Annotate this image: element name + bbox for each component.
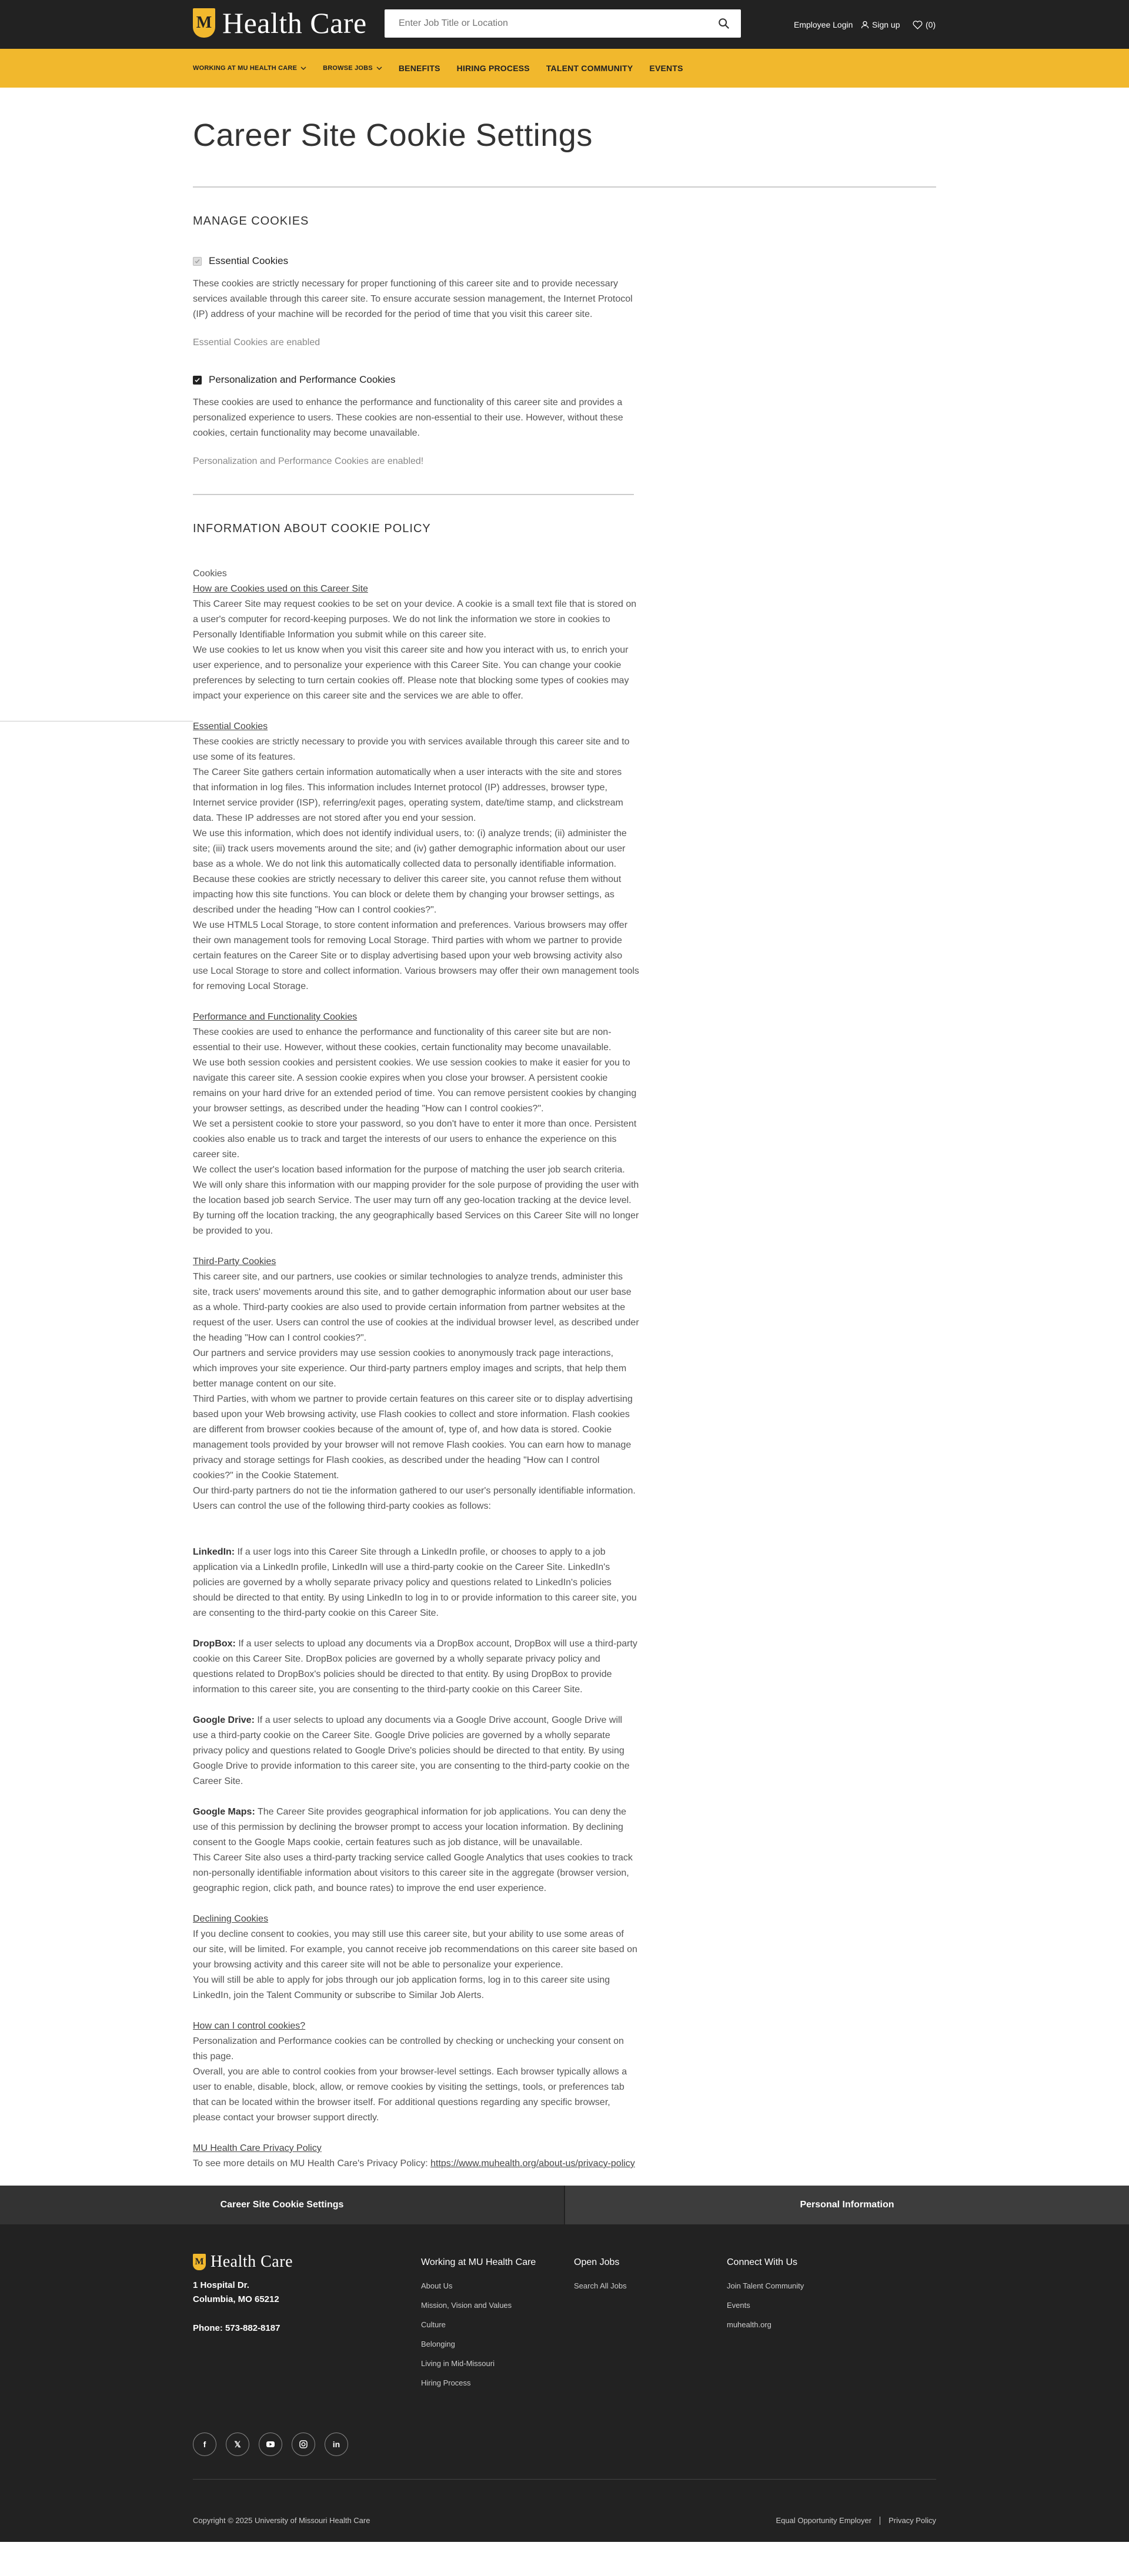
policy-performance-heading: Performance and Functionality Cookies (193, 1012, 358, 1022)
policy-paragraph: This Career Site also uses a third-party tracking service called Google Analytics that uses cookies to track non-personally identifiable information about visitors to this career site in the aggregate (browser version, geographic region, click path, and bounce rates) to improve the end user experience. (193, 1853, 633, 1893)
policy-google-maps (193, 1805, 640, 1850)
policy-paragraph: Users can control the use of the following third-party cookies as follows: (193, 1501, 491, 1511)
footer-link-belonging[interactable]: Belonging (421, 2340, 455, 2348)
policy-privacy-heading: MU Health Care Privacy Policy (193, 2143, 322, 2153)
settings-tabs (0, 2186, 1129, 2224)
nav-talent-community[interactable]: TALENT COMMUNITY (546, 64, 633, 73)
equal-opportunity-link[interactable]: Equal Opportunity Employer (776, 2516, 872, 2525)
footer-link-search-jobs[interactable]: Search All Jobs (574, 2281, 627, 2290)
policy-paragraph: This career site, and our partners, use cookies or similar technologies to analyze trends, administer this site, track users' movements around this site, and to gather demographic information about our user base as a whole. Third-party cookies are also used to provide certain information from partner websites at the request of the user. Users can control the use of cookies at the individual browser level, as described under the heading "How can I control cookies?". (193, 1272, 639, 1343)
cookie-policy-heading: INFORMATION ABOUT COOKIE POLICY (193, 522, 431, 535)
policy-google-maps-label: Google Maps: (193, 1807, 255, 1817)
footer-link-culture[interactable]: Culture (421, 2320, 446, 2329)
cookie-policy-text (193, 566, 640, 2171)
essential-cookies-row (193, 255, 1129, 267)
privacy-policy-footer-link[interactable]: Privacy Policy (888, 2516, 936, 2525)
policy-paragraph: If you decline consent to cookies, you may still use this career site, but your ability to use some areas of our site, will be limited. For example, you cannot receive job recommendations on this career site based on your browsing activity and this career site will not be able to personalize your experience. (193, 1929, 637, 1970)
policy-paragraph: We use HTML5 Local Storage, to store content information and preferences. Various browsers may offer their own management tools for removing Local Storage. Third parties with whom we partner to provide certain features on the Career Site or to display advertising based upon your web browsing activity also use Local Storage to store and collect information. Various browsers may offer their own management tools for removing Local Storage. (193, 920, 639, 991)
footer-link-talent[interactable]: Join Talent Community (727, 2281, 804, 2290)
search-input[interactable] (385, 18, 717, 29)
policy-google-drive (193, 1713, 640, 1789)
footer-link-muhealth[interactable]: muhealth.org (727, 2320, 771, 2329)
nav-hiring-process[interactable]: HIRING PROCESS (456, 64, 530, 73)
title-divider (193, 186, 936, 188)
policy-linkedin (193, 1545, 640, 1621)
social-links (193, 2433, 358, 2456)
footer-link-events[interactable]: Events (727, 2301, 750, 2310)
policy-how-used-heading: How are Cookies used on this Career Site (193, 584, 368, 594)
policy-paragraph: Our partners and service providers may use session cookies to anonymously track page interactions, which improves your site experience. Our third-party partners employ images and scripts, that help them better manage content on our site. (193, 1348, 627, 1389)
section-divider (193, 494, 634, 495)
nav-working-at[interactable] (193, 65, 306, 72)
footer-col-connect (727, 2257, 804, 2334)
footer-col-title: Working at MU Health Care (421, 2257, 536, 2267)
policy-paragraph: We use this information, which does not identify individual users, to: (i) analyze trends; (ii) administer the site; (iii) track users movements around the site; and (iv) gather demographic information about our user base as a whole. We do not link this automatically collected data to personally identifiable information. (193, 828, 627, 869)
policy-paragraph: You will still be able to apply for jobs through our job application forms, log in to this career site using LinkedIn, join the Talent Community or subscribe to Similar Job Alerts. (193, 1975, 610, 2000)
policy-linkedin-label: LinkedIn: (193, 1547, 235, 1557)
footer-link-mission[interactable]: Mission, Vision and Values (421, 2301, 512, 2310)
footer-link-about[interactable]: About Us (421, 2281, 453, 2290)
policy-dropbox-label: DropBox: (193, 1639, 236, 1649)
footer-phone: Phone: 573-882-8187 (193, 2323, 280, 2333)
footer-col-jobs (574, 2257, 627, 2296)
facebook-icon[interactable]: f (193, 2433, 216, 2456)
manage-cookies-heading: MANAGE COOKIES (193, 215, 309, 228)
policy-google-drive-label: Google Drive: (193, 1715, 255, 1725)
performance-cookies-description: These cookies are used to enhance the performance and functionality of this career site and provides a personalized experience to users. These cookies are non-essential to their use. However, without these cookies, certain functionality may become unavailable. (193, 397, 623, 438)
performance-cookies-label: Personalization and Performance Cookies (209, 374, 396, 385)
policy-control-heading: How can I control cookies? (193, 2021, 306, 2031)
policy-paragraph: We use both session cookies and persistent cookies. We use session cookies to make it easier for you to navigate this career site. A session cookie expires when you close your browser. A persistent cookie remains on your hard drive for an extended period of time. You can remove persistent cookies by changing your browser settings, as described under the heading "How can I control cookies?". (193, 1058, 637, 1114)
logo-shield-icon: M (193, 2254, 206, 2270)
policy-paragraph: Our third-party partners do not tie the information gathered to our user's personally identifiable information. (193, 1486, 636, 1496)
user-icon (861, 21, 869, 29)
x-icon[interactable]: 𝕏 (226, 2433, 249, 2456)
footer-logo[interactable] (193, 2253, 293, 2271)
performance-cookies-checkbox[interactable] (193, 376, 202, 385)
policy-paragraph: We collect the user's location based information for the purpose of matching the user job search criteria. We will only share this information with our mapping provider for the sole purpose of providing the user with the location based job search Service. The user may turn off any geo-location tracking at the device level. By turning off the location tracking, the any geographically based Services on this Career Site will no longer be provided to you. (193, 1165, 639, 1236)
page-title: Career Site Cookie Settings (193, 118, 593, 153)
policy-paragraph: This Career Site may request cookies to be set on your device. A cookie is a small text file that is stored on a user's computer for record-keeping purposes. We do not link the information we store in cookies to Personally Identifiable Information you submit while on this career site. (193, 599, 637, 640)
site-header (0, 0, 1129, 49)
saved-jobs-link[interactable] (913, 20, 936, 29)
linkedin-icon[interactable]: in (325, 2433, 348, 2456)
policy-paragraph: We use cookies to let us know when you visit this career site and how you interact with us, to enrich your user experience, and to personalize your experience with this Career Site. You can change your cookie preferences by selecting to turn certain cookies off. Please note that blocking some types of cookies may impact your experience on this career site and the services we are able to offer. (193, 645, 629, 701)
chevron-down-icon (376, 66, 382, 70)
performance-cookies-row (193, 374, 1129, 386)
policy-cookies-label: Cookies (193, 569, 227, 579)
policy-paragraph: These cookies are strictly necessary to provide you with services available through this career site and to use some of its features. (193, 737, 630, 762)
employee-login-label: Employee Login (794, 20, 853, 29)
essential-cookies-description: These cookies are strictly necessary for proper functioning of this career site and to provide necessary services available through this career site. To ensure accurate session management, the Internet Protocol (IP) address of your machine will be recorded for the period of time that you visit this career site. (193, 279, 633, 319)
chevron-down-icon (300, 66, 306, 70)
essential-cookies-status: Essential Cookies are enabled (193, 338, 320, 348)
footer-col-working (421, 2257, 536, 2393)
nav-label: BROWSE JOBS (323, 65, 373, 72)
policy-dropbox-text: If a user selects to upload any documents via a DropBox account, DropBox will use a third-party cookie on this Career Site. DropBox policies are governed by a wholly separate privacy policy and questions related to DropBox's policies should be directed to that entity. By using DropBox to provide information to this career site, you are consenting to the third-party cookie on this Career Site. (193, 1639, 637, 1695)
policy-paragraph: Because these cookies are strictly necessary to deliver this career site, you cannot refuse them without impacting how this site functions. You can block or delete them by changing your browser settings, as described under the heading "How can I control cookies?". (193, 874, 622, 915)
footer-link-hiring[interactable]: Hiring Process (421, 2378, 471, 2387)
essential-cookies-checkbox[interactable] (193, 257, 202, 266)
check-icon (195, 259, 200, 264)
nav-events[interactable]: EVENTS (649, 64, 683, 73)
search-box (385, 9, 741, 38)
policy-paragraph: Personalization and Performance cookies can be controlled by checking or unchecking your consent on this page. (193, 2036, 624, 2062)
policy-paragraph: Third Parties, with whom we partner to provide certain features on this career site or to display advertising based upon your Web browsing activity, use Flash cookies to collect and store information. Flash cookies are different from browser cookies because of the amount of, type of, and how data is stored. Cookie management tools provided by your browser will not remove Flash cookies. You can earn how to manage privacy and storage settings for Flash cookies, as described under the heading "How can I control cookies?" in the Cookie Statement. (193, 1394, 633, 1481)
footer-logo-text: Health Care (211, 2253, 293, 2271)
main-content (0, 88, 1129, 2171)
site-logo[interactable] (193, 6, 367, 40)
essential-cookies-label: Essential Cookies (209, 255, 289, 266)
tab-personal-information[interactable]: Personal Information (565, 2186, 1129, 2224)
footer-address (193, 2278, 279, 2307)
policy-declining-heading: Declining Cookies (193, 1914, 269, 1924)
heart-icon (913, 21, 923, 29)
saved-count: (0) (926, 20, 936, 29)
policy-third-party-heading: Third-Party Cookies (193, 1257, 276, 1267)
address-line-2: Columbia, MO 65212 (193, 2294, 279, 2304)
policy-google-maps-text: The Career Site provides geographical information for job applications. You can deny the use of this permission by declining the browser prompt to access your location information. By declining consent to the Google Maps cookie, certain features such as job distance, will be unavailable. (193, 1807, 626, 1847)
employee-login-link[interactable] (794, 20, 853, 29)
policy-linkedin-text: If a user logs into this Career Site through a LinkedIn profile, or chooses to apply to a job application via a LinkedIn profile, LinkedIn will use a third-party cookie on the Career Site. LinkedIn's policies are governed by a wholly separate privacy policy and questions related to LinkedIn's policies should be directed to that entity. By using LinkedIn to log in to or provide information to this career site, you are consenting to the third-party cookie on this Career Site. (193, 1547, 637, 1618)
footer-divider (193, 2479, 936, 2480)
policy-paragraph: We set a persistent cookie to store your password, so you don't have to enter it more than once. Persistent cookies also enable us to track and target the interests of our users to enhance the experience on this career site. (193, 1119, 637, 1160)
policy-google-drive-text: If a user selects to upload any documents via a Google Drive account, Google Drive will use a third-party cookie on the Career Site. Google Drive policies are governed by a wholly separate privacy policy and questions related to Google Drive's policies should be directed to that entity. By using Google Drive to provide information to this career site, you are consenting to the third-party cookie on the Career Site. (193, 1715, 630, 1786)
youtube-glyph (266, 2441, 275, 2447)
instagram-glyph (299, 2440, 308, 2448)
policy-privacy-text: To see more details on MU Health Care's Privacy Policy: (193, 2159, 431, 2169)
footer-col-title: Connect With Us (727, 2257, 798, 2267)
address-line-1: 1 Hospital Dr. (193, 2280, 249, 2290)
policy-essential-heading: Essential Cookies (193, 721, 268, 731)
search-icon[interactable] (717, 17, 730, 30)
check-icon (195, 377, 200, 383)
performance-cookies-status: Personalization and Performance Cookies are enabled! (193, 456, 424, 466)
privacy-policy-link[interactable]: https://www.muhealth.org/about-us/privacy-policy (430, 2159, 635, 2169)
tab-cookie-settings[interactable]: Career Site Cookie Settings (0, 2186, 565, 2224)
nav-benefits[interactable]: BENEFITS (398, 64, 440, 73)
footer-link-living[interactable]: Living in Mid-Missouri (421, 2359, 495, 2368)
logo-shield-icon: M (193, 8, 215, 38)
policy-paragraph: These cookies are used to enhance the performance and functionality of this career site but are non-essential to their use. However, without these cookies, certain functionality may become unavailable. (193, 1027, 612, 1053)
sign-up-label: Sign up (872, 20, 900, 29)
policy-paragraph: Overall, you are able to control cookies from your browser-level settings. Each browser typically allows a user to enable, disable, block, allow, or remove cookies by visiting the settings, tools, or preferences tab that can be located within the browser itself. For additional questions regarding any specific browser, please contact your browser support directly. (193, 2067, 627, 2123)
copyright: Copyright © 2025 University of Missouri Health Care (193, 2516, 370, 2525)
policy-privacy-line (193, 2156, 640, 2171)
legal-links (776, 2516, 936, 2525)
nav-browse-jobs[interactable] (323, 65, 382, 72)
policy-paragraph: The Career Site gathers certain information automatically when a user interacts with the site and stores that information in log files. This information includes Internet protocol (IP) addresses, browser type, Internet service provider (ISP), referring/exit pages, operating system, date/time stamp, and clickstream data. These IP addresses are not stored after you end your session. (193, 767, 623, 823)
site-footer (0, 2224, 1129, 2542)
youtube-icon[interactable] (259, 2433, 282, 2456)
nav-label: WORKING AT MU HEALTH CARE (193, 65, 298, 72)
policy-dropbox (193, 1636, 640, 1698)
instagram-icon[interactable] (292, 2433, 315, 2456)
logo-text: Health Care (222, 6, 367, 39)
main-nav (0, 49, 1129, 88)
sign-up-link[interactable] (861, 20, 900, 29)
footer-col-title: Open Jobs (574, 2257, 620, 2267)
